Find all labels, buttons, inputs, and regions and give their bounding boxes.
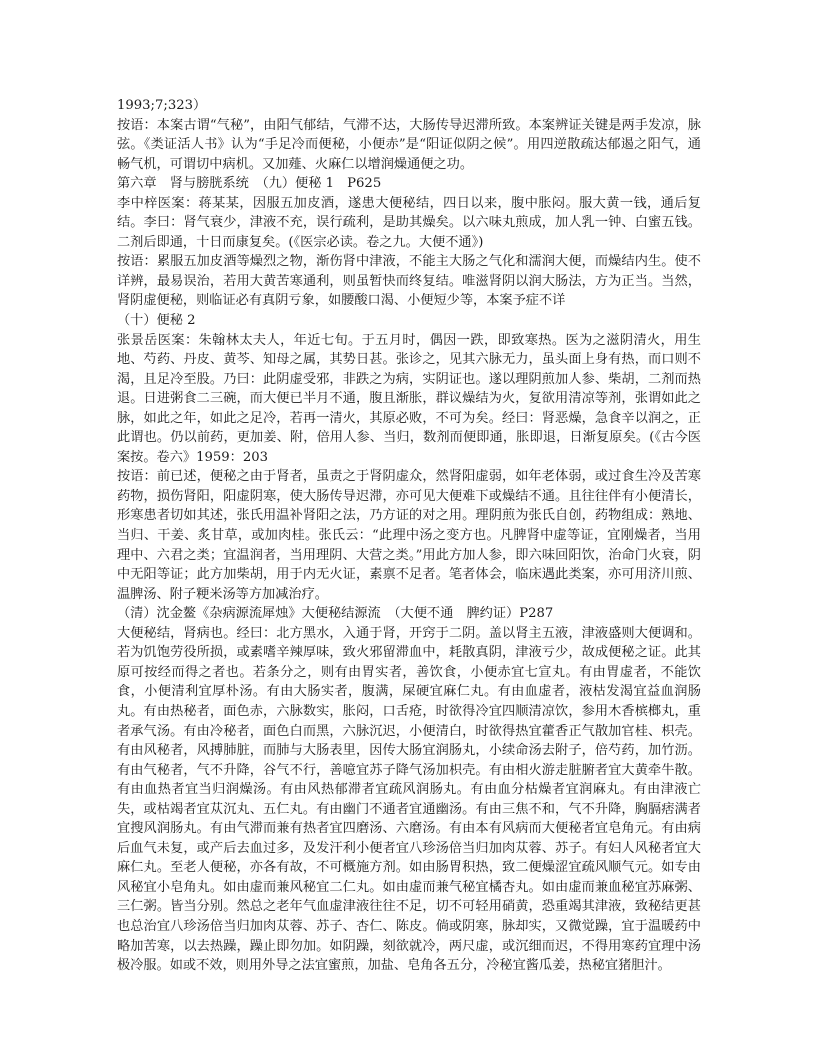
commentary-paragraph: 按语：累服五加皮酒等燥烈之物，渐伤肾中津液，不能主大肠之气化和濡润大便，而燥结内生。使不详辨，最易误治，若用大黄苦寒通利，则虽暂快而终复结。唯滋肾阴以润大肠法，方为正当。当然，肾阴虚便秘，则临证必有真阴亏象，如腰酸口渴、小便短少等，本案予症不详	[117, 254, 701, 309]
commentary-paragraph: 按语：前已述，便秘之由于肾者，虽责之于肾阴虚众，然肾阳虚弱，如年老体弱，或过食生冷及苦寒药物，损伤肾阳，阳虚阴寒，使大肠传导迟滞，亦可见大便难下或燥结不通。且往往伴有小便清长，形寒患者切如其述，张氏用温补肾阳之法，乃方证的对之用。理阴煎为张氏自创，药物组成：熟地、当归、干姜、炙甘草，或加肉桂。张氏云：“此理中汤之变方也。凡脾肾中虚等证，宜刚燥者，当用理中、六君之类；宜温润者，当用理阴、大营之类。”用此方加人参，即六味回阳饮，治命门火衰，阴中无阳等证；此方加柴胡，用于内无火证，素禀不足者。笔者体会，临床遇此类案，亦可用济川煎、温脾汤、附子粳米汤等方加减治疗。	[117, 469, 701, 602]
commentary-paragraph: 按语：本案古谓“气秘”，由阳气郁结，气滞不达，大肠传导迟滞所致。本案辨证关键是两手发凉，脉弦。《类证活人书》认为“手足冷而便秘，小便赤”是“阳证似阴之候”。用四逆散疏达郁遏之阳气，通畅气机，可谓切中病机。又加薤、火麻仁以增润燥通便之功。	[117, 117, 701, 172]
citation-fragment: 1993;7;323）	[117, 98, 207, 113]
case-record-paragraph: 张景岳医案：朱翰林太夫人，年近七旬。于五月时，偶因一跌，即致寒热。医为之滋阴清火，用生地、芍药、丹皮、黄芩、知母之属，其势日甚。张诊之，见其六脉无力，虽头面上身有热，而口则不渴，且足冷至股。乃曰：此阴虚受邪，非跌之为病，实阴证也。遂以理阴煎加人参、柴胡，二剂而热退。日进粥食二三碗，而大便已半月不通，腹且渐胀，群议燥结为火，复欲用清凉等剂，张谓如此之脉，如此之年，如此之足冷，若再一清火，其原必败，不可为矣。经曰：肾恶燥，急食辛以润之，正此谓也。仍以前药，更加姜、附，倍用人参、当归，数剂而便即通，胀即退，日渐复原矣。(《古今医案按。卷六》1959：203	[117, 332, 701, 465]
case-record-paragraph: 李中梓医案：蒋某某，因服五加皮酒，遂患大便秘结，四日以来，腹中胀闷。服大黄一钱，通后复结。李曰：肾气衰少，津液不充，误行疏利，是助其燥矣。以六味丸煎成，加人乳一钟、白蜜五钱。二剂后即通，十日而康复矣。(《医宗必读。卷之九。大便不通》)	[117, 195, 701, 250]
section-heading: （十）便秘 2	[117, 313, 196, 329]
chapter-heading: 第六章 肾与膀胱系统 （九）便秘 1 P625	[117, 176, 382, 192]
document-page	[117, 96, 701, 976]
source-heading: （清）沈金鳌《杂病源流犀烛》大便秘结源流 （大便不通 脾约证）P287	[117, 606, 554, 622]
treatise-paragraph: 大便秘结，肾病也。经曰：北方黑水，入通于肾，开窍于二阴。盖以肾主五液，津液盛则大便调和。若为饥饱劳役所损，或素嗜辛辣厚味，致火邪留滞血中，耗散真阴，津液亏少，故成便秘之证。此其原可按经而得之者也。若条分之，则有由胃实者，善饮食，小便赤宜七宣丸。有由胃虚者，不能饮食，小便清利宜厚朴汤。有由大肠实者，腹满，屎硬宜麻仁丸。有由血虚者，液枯发渴宜益血润肠丸。有由热秘者，面色赤，六脉数实，胀闷，口舌疮，时欲得冷宜四顺清凉饮，参用木香槟榔丸，重者承气汤。有由冷秘者，面色白而黑，六脉沉迟，小便清白，时欲得热宜藿香正气散加官桂、枳壳。有由风秘者，风搏肺脏，而肺与大肠表里，因传大肠宜润肠丸，小续命汤去附子，倍芍药，加竹沥。有由气秘者，气不升降，谷气不行，善噫宜苏子降气汤加枳壳。有由相火游走脏腑者宜大黄牵牛散。有由血热者宜当归润燥汤。有由风热郁滞者宜疏风润肠丸。有由血分枯燥者宜润麻丸。有由津液亡失，或枯竭者宜苁沉丸、五仁丸。有由幽门不通者宜通幽汤。有由三焦不和，气不升降，胸膈痞满者宜搜风润肠丸。有由气滞而兼有热者宜四磨汤、六磨汤。有由本有风病而大便秘者宜皂角元。有由病后血气未复，或产后去血过多，及发汗利小便者宜八珍汤倍当归加肉苁蓉、苏子。有妇人风秘者宜大麻仁丸。至老人便秘，亦各有故，不可概施方剂。如由肠胃积热，致二便燥涩宜疏风顺气元。如专由风秘宜小皂角丸。如由虚而兼风秘宜二仁丸。如由虚而兼气秘宜橘杏丸。如由虚而兼血秘宜苏麻粥、三仁粥。皆当分别。然总之老年气血虚津液往往不足，切不可轻用硝黄，恐重竭其津液，致秘结更甚也总治宜八珍汤倍当归加肉苁蓉、苏子、杏仁、陈皮。倘或阴寒，脉却实，又微觉躁，宜于温暖药中略加苦寒，以去热躁，躁止即勿加。如阴躁，刻欲就冷，两尺虚，或沉细而迟，不得用寒药宜理中汤极冷服。如或不效，则用外导之法宜蜜煎，加盐、皂角各五分，冷秘宜酱瓜姜，热秘宜猪胆汁。	[117, 625, 701, 974]
